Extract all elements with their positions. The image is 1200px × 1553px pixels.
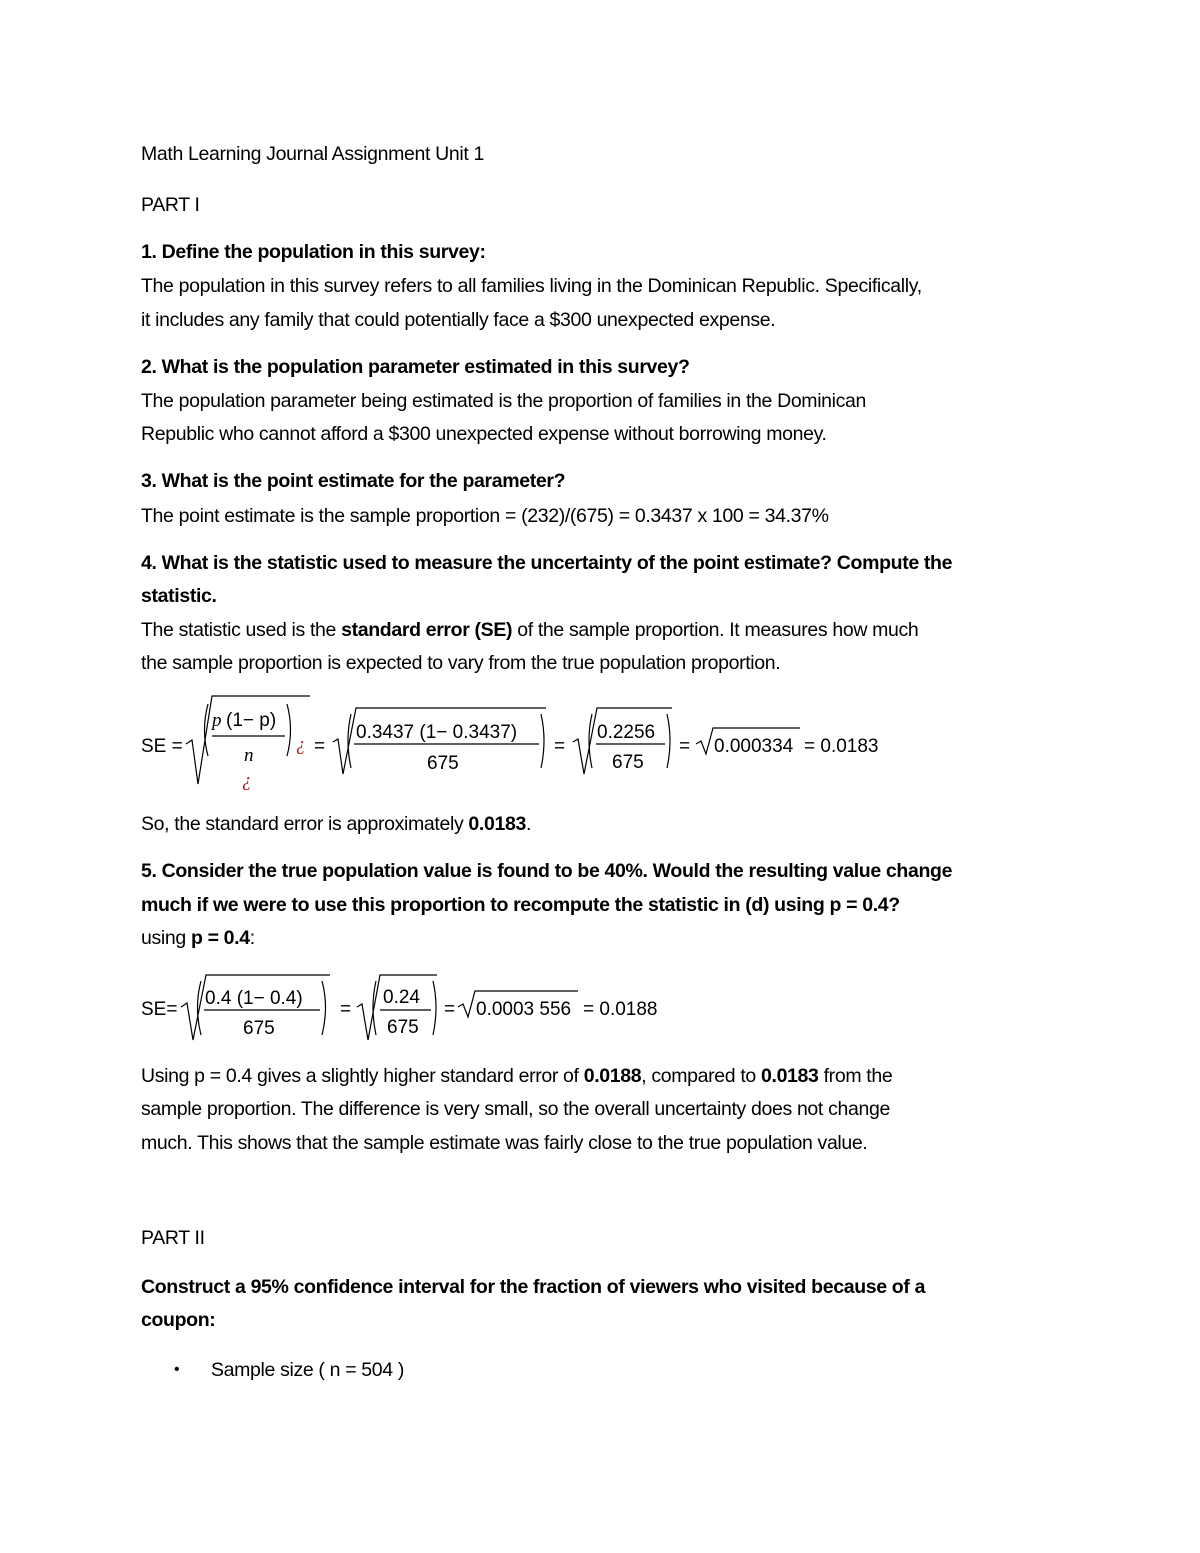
paren-right: [433, 981, 436, 1035]
se-lhs: SE=: [141, 999, 178, 1020]
q4-question-line2: statistic.: [141, 585, 217, 607]
q3-question: 3. What is the point estimate for the parameter?: [141, 470, 566, 492]
numerator-0-2256: 0.2256: [597, 722, 656, 743]
equals-sign: =: [554, 736, 566, 757]
equals-sign: =: [340, 999, 352, 1020]
part2-heading: PART II: [141, 1227, 205, 1249]
radicand-0-000334: 0.000334: [714, 736, 794, 757]
q5-question-line1: 5. Consider the true population value is found to be 40%. Would the resulting value change: [141, 860, 953, 882]
q5-conclusion-line1: Using p = 0.4 gives a slightly higher standard error of 0.0188, compared to 0.0183 from the: [141, 1065, 893, 1087]
numerator-one-minus-p: (1− p): [226, 710, 277, 731]
equals-sign: =: [314, 736, 326, 757]
se-result: = 0.0188: [583, 999, 658, 1020]
part2-question-line1: Construct a 95% confidence interval for the fraction of viewers who visited because of a: [141, 1276, 926, 1298]
q5-conclusion-line3: much. This shows that the sample estimate was fairly close to the true population value.: [141, 1132, 868, 1154]
numerator-values: 0.3437 (1− 0.3437): [356, 722, 518, 743]
inverted-question-glyph: ¿: [296, 734, 306, 755]
denominator-675: 675: [243, 1018, 275, 1039]
equals-sign: =: [444, 999, 456, 1020]
q4-answer-line2: the sample proportion is expected to vary from the true population proportion.: [141, 652, 781, 674]
se-lhs: SE =: [141, 736, 183, 757]
part2-question-line2: coupon:: [141, 1309, 216, 1331]
q1-answer-line1: The population in this survey refers to all families living in the Dominican Republic. Specifically,: [141, 275, 922, 297]
radicand-0-0003556: 0.0003 556: [476, 999, 572, 1020]
part1-heading: PART I: [141, 194, 200, 216]
se-result: = 0.0183: [804, 736, 879, 757]
n-symbol: n: [244, 745, 254, 766]
q3-answer: The point estimate is the sample proportion = (232)/(675) = 0.3437 x 100 = 34.37%: [141, 505, 829, 527]
q1-question: 1. Define the population in this survey:: [141, 241, 486, 263]
denominator-675: 675: [387, 1017, 419, 1038]
numerator-values: 0.4 (1− 0.4): [205, 988, 303, 1009]
q2-answer-line1: The population parameter being estimated is the proportion of families in the Dominican: [141, 390, 867, 412]
denominator-675: 675: [427, 753, 459, 774]
q5-question-line2: much if we were to use this proportion to recompute the statistic in (d) using p = 0.4?: [141, 894, 900, 916]
numerator-0-24: 0.24: [383, 987, 420, 1008]
q4-answer-line1: The statistic used is the standard error (SE) of the sample proportion. It measures how much: [141, 619, 919, 641]
standard-error-term: standard error (SE): [341, 619, 513, 641]
q1-answer-line2: it includes any family that could potentially face a $300 unexpected expense.: [141, 309, 776, 331]
equals-sign: =: [679, 736, 691, 757]
q2-question: 2. What is the population parameter estimated in this survey?: [141, 356, 690, 378]
bullet-sample-size: Sample size ( n = 504 ): [211, 1359, 405, 1381]
p-symbol: p: [212, 710, 222, 731]
inverted-question-glyph: ¿: [242, 770, 252, 791]
document-title: Math Learning Journal Assignment Unit 1: [141, 143, 484, 165]
q4-question-line1: 4. What is the statistic used to measure the uncertainty of the point estimate? Compute the: [141, 552, 953, 574]
denominator-675: 675: [612, 752, 644, 773]
q2-answer-line2: Republic who cannot afford a $300 unexpected expense without borrowing money.: [141, 423, 827, 445]
q4-conclusion: So, the standard error is approximately 0.0183.: [141, 813, 532, 835]
q5-using-line: using p = 0.4:: [141, 927, 255, 949]
q5-conclusion-line2: sample proportion. The difference is very small, so the overall uncertainty does not change: [141, 1098, 890, 1120]
paren-right: [322, 981, 326, 1035]
bullet-dot: •: [174, 1361, 180, 1378]
